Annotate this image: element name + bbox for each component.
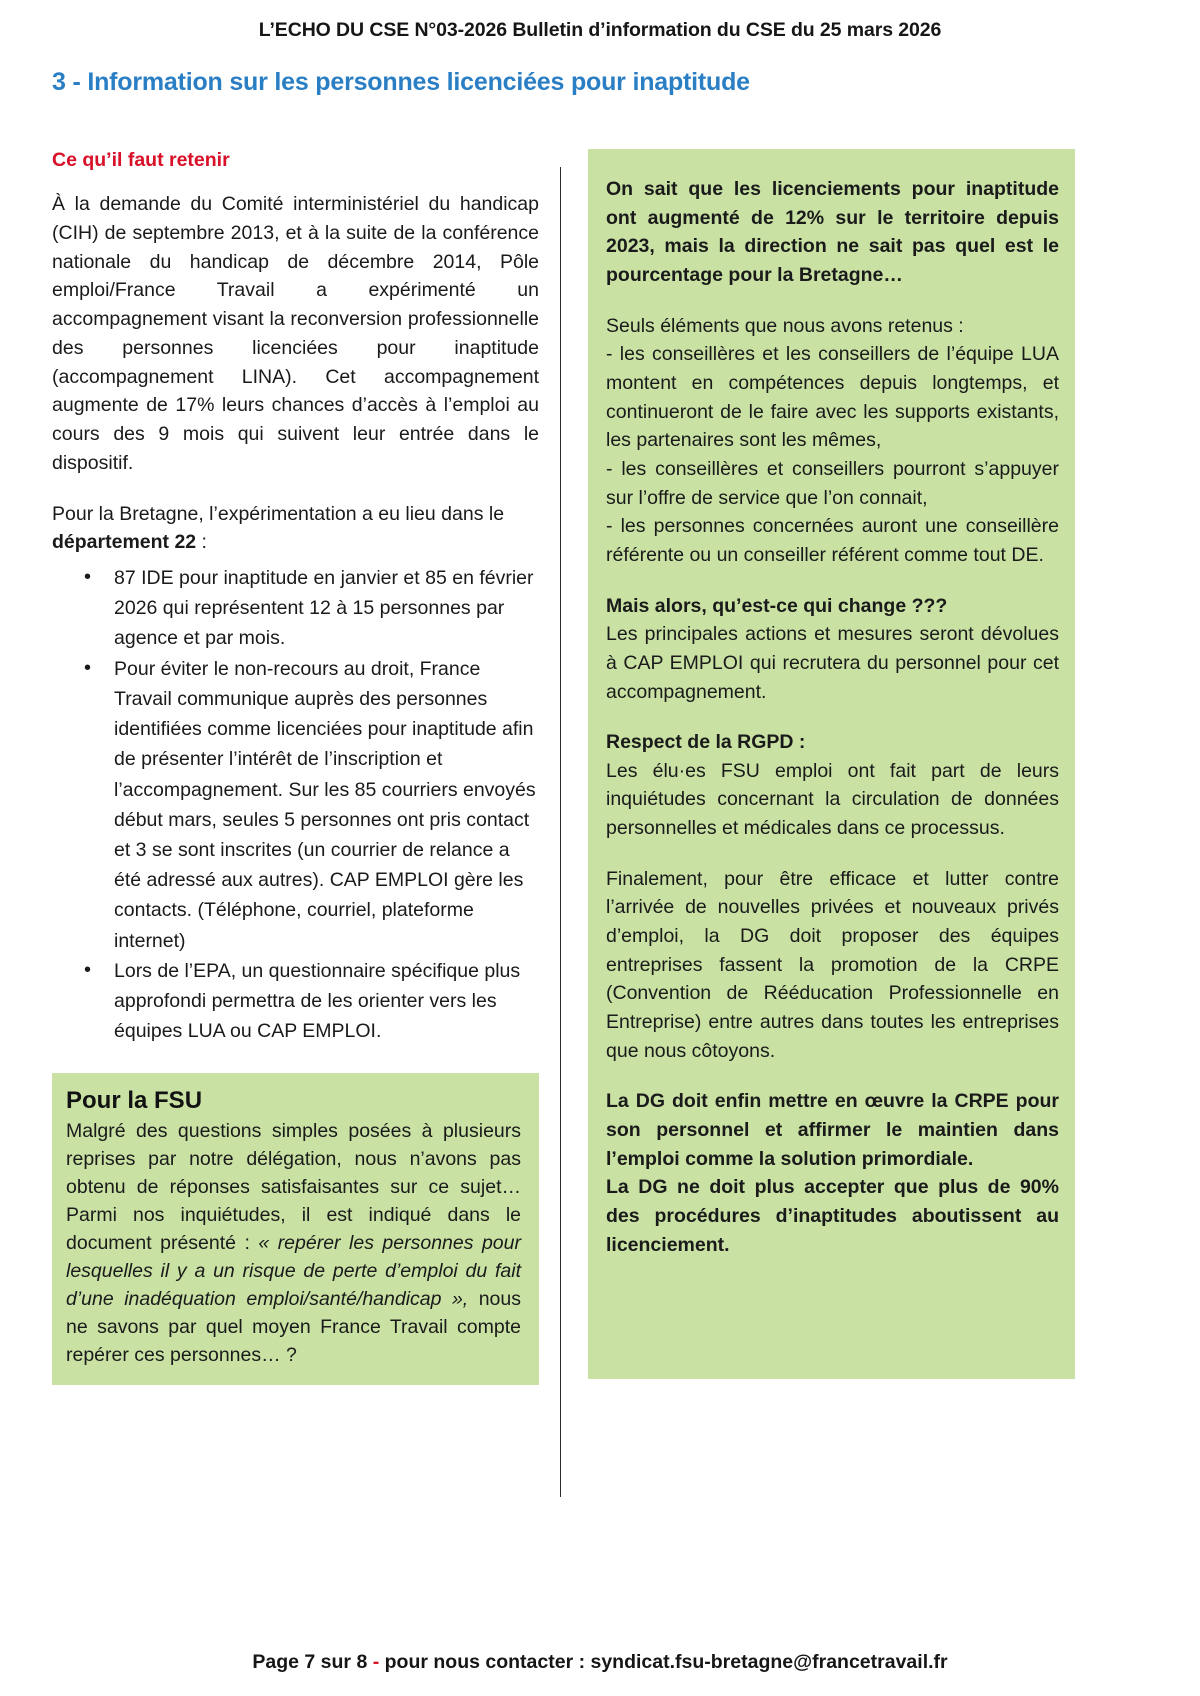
footer-contact: pour nous contacter : syndicat.fsu-bretagne@francetravail.fr (384, 1651, 948, 1673)
bulletin-header: L’ECHO DU CSE N°03-2026 Bulletin d’information du CSE du 25 mars 2026 (258, 19, 942, 41)
fsu-callout-box (52, 1073, 539, 1386)
commentary-paragraph: - les conseillères et les conseillers de l’équipe LUA montent en compétences depuis longtemps, et continueront de le faire avec les supports existants, les partenaires sont les mêmes, (606, 343, 1059, 452)
fsu-text-quote: « repérer les personnes pour lesquelles il y a un risque de perte d’emploi du fait d’une inadéquation emploi/santé/handicap », (66, 1231, 521, 1310)
page-footer (0, 1651, 1200, 1674)
fsu-box-text (66, 1117, 521, 1370)
left-paragraph-2 (52, 500, 539, 558)
commentary-paragraph: - les conseillères et conseillers pourront s’appuyer sur l’offre de service que l’on connait, (606, 457, 1059, 509)
left-column (52, 149, 539, 1497)
list-item: • 87 IDE pour inaptitude en janvier et 85 en février 2026 qui représentent 12 à 15 personnes par agence et par mois. (114, 563, 539, 654)
list-item: • Lors de l’EPA, un questionnaire spécifique plus approfondi permettra de les orienter vers les équipes LUA ou CAP EMPLOI. (114, 956, 539, 1047)
paragraph-2-suffix: : (196, 531, 207, 554)
commentary-paragraph: La DG ne doit plus accepter que plus de 90% des procédures d’inaptitudes aboutissent au licenciement. (606, 1176, 1059, 1256)
commentary-heading: Respect de la RGPD : (606, 731, 806, 754)
paragraph-2-prefix: Pour la Bretagne, l’expérimentation a eu lieu dans le (52, 502, 505, 525)
commentary-heading: Mais alors, qu’est-ce qui change ??? (606, 594, 948, 617)
commentary-paragraph: - les personnes concernées auront une conseillère référente ou un conseiller référent comme tout DE. (606, 515, 1059, 566)
left-paragraph-1: À la demande du Comité interministériel du handicap (CIH) de septembre 2013, et à la suite de la conférence nationale du handicap de décembre 2014, Pôle emploi/France Travail a expérimenté un accompagnement visant la reconversion professionnelle des personnes licenciées pour inaptitude (accompagnement LINA). Cet accompagnement augmente de 17% leurs chances d’accès à l’emploi au cours des 9 mois qui suivent leur entrée dans le dispositif. (52, 193, 539, 474)
list-item: • Pour éviter le non-recours au droit, France Travail communique auprès des personnes identifiées comme licenciées pour inaptitude afin de présenter l’intérêt de l’inscription et l’accompagnement. Sur les 85 courriers envoyés début mars, seules 5 personnes ont pris contact et 3 se sont inscrites (un courrier de relance a été adressé aux autres). CAP EMPLOI gère les contacts. (Téléphone, courriel, plateforme internet) (114, 654, 539, 956)
commentary-paragraph: Finalement, pour être efficace et lutter contre l’arrivée de nouvelles privées et nouveaux privés d’emploi, la DG doit proposer des équipes entreprises fassent la promotion de la CRPE (Convention de Rééducation Professionnelle en Entreprise) entre autres dans toutes les entreprises que nous côtoyons. (606, 867, 1059, 1062)
section-title: 3 - Information sur les personnes licenciées pour inaptitude (52, 68, 750, 96)
fsu-text-part-1: Malgré des questions simples posées à plusieurs reprises par notre délégation, nous n’avons pas obtenu de réponses satisfaisantes sur ce sujet… Parmi nos inquiétudes, il est indiqué dans le document présenté : (66, 1119, 521, 1254)
fsu-commentary-box (588, 149, 1075, 1379)
fsu-box-title: Pour la FSU (66, 1086, 203, 1114)
retain-heading: Ce qu’il faut retenir (52, 149, 230, 171)
commentary-paragraph: On sait que les licenciements pour inaptitude ont augmenté de 12% sur le territoire depuis 2023, mais la direction ne sait pas quel est le pourcentage pour la Bretagne… (606, 178, 1059, 286)
left-bullet-list (52, 563, 539, 1047)
commentary-paragraph: La DG doit enfin mettre en œuvre la CRPE pour son personnel et affirmer le maintien dans l’emploi comme la solution primordiale. (606, 1090, 1059, 1170)
footer-dash: - (367, 1651, 385, 1673)
paragraph-2-bold: département 22 (52, 531, 197, 554)
commentary-paragraph: Les principales actions et mesures seront dévolues à CAP EMPLOI qui recrutera du personnel pour cet accompagnement. (606, 623, 1059, 703)
commentary-paragraph: Les élu·es FSU emploi ont fait part de leurs inquiétudes concernant la circulation de données personnelles et médicales dans ce processus. (606, 759, 1059, 840)
column-divider (560, 167, 561, 1497)
right-column (588, 149, 1075, 1497)
footer-page-label: Page 7 sur 8 (252, 1651, 368, 1673)
two-column-body (0, 149, 1200, 1497)
fsu-text-part-2: nous ne savons par quel moyen France Travail compte repérer ces personnes… ? (66, 1287, 521, 1367)
commentary-paragraph: Seuls éléments que nous avons retenus : (606, 314, 964, 337)
